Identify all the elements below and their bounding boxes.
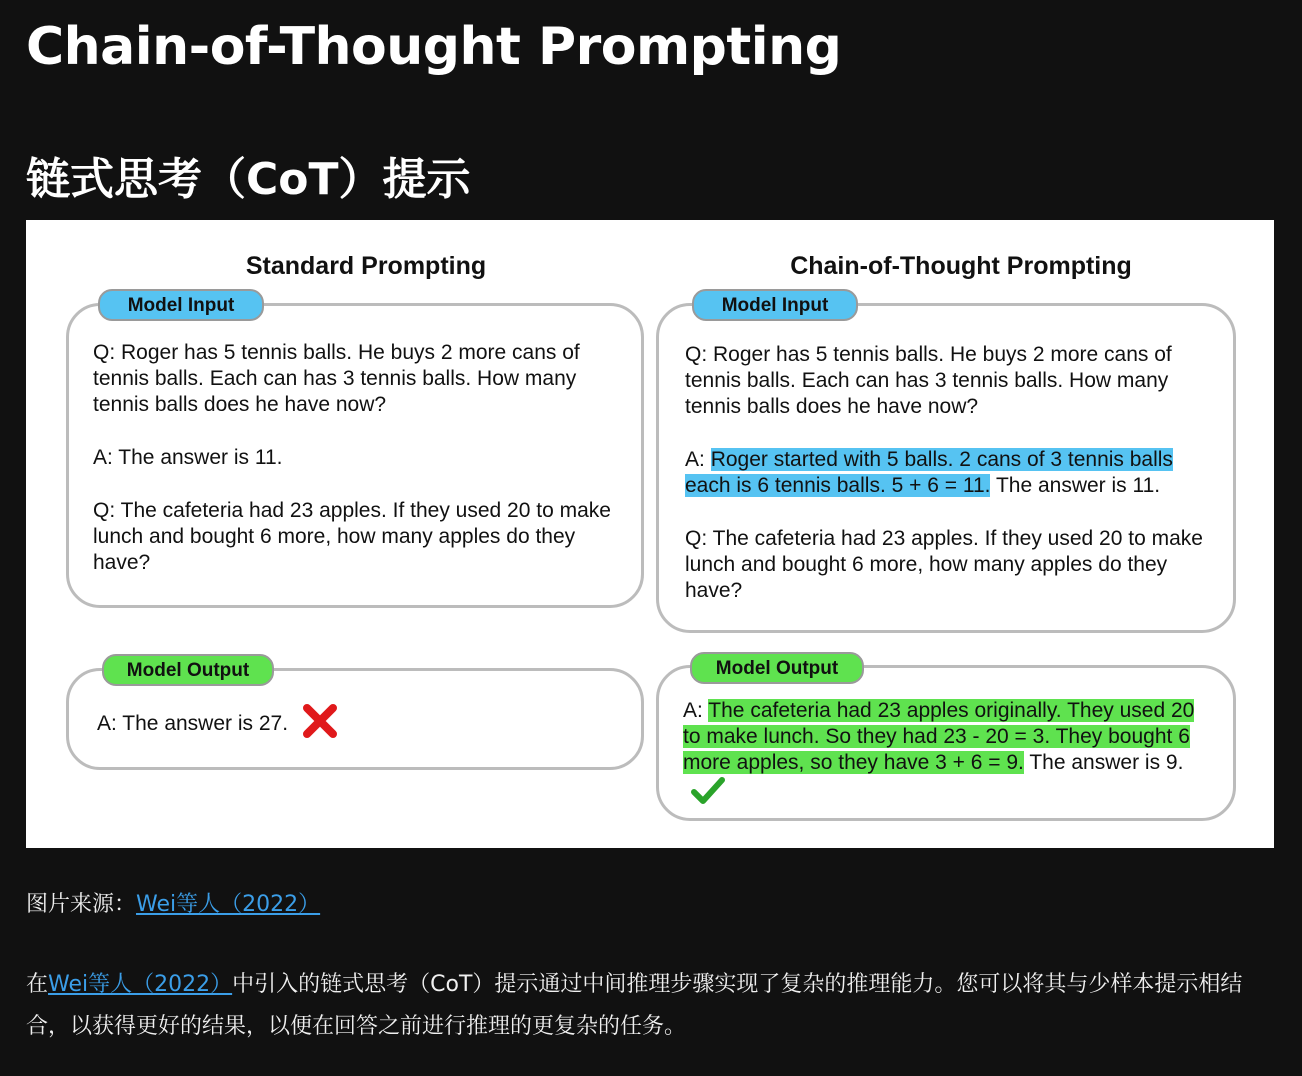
cot-input-box (656, 303, 1236, 633)
red-x-icon (302, 703, 338, 746)
standard-prompting-title: Standard Prompting (245, 252, 487, 280)
paragraph-source-link[interactable]: Wei等人（2022） (48, 972, 233, 997)
cot-input-text (685, 342, 1215, 604)
standard-model-input-tag: Model Input (98, 289, 264, 321)
cot-a1 (685, 447, 1215, 499)
caption-source-link[interactable]: Wei等人（2022） (136, 892, 321, 917)
cot-output-box (656, 665, 1236, 821)
cot-output-suffix: The answer is 9. (1023, 751, 1184, 774)
green-check-icon (691, 776, 725, 813)
standard-q1: Q: Roger has 5 tennis balls. He buys 2 more cans of tennis balls. Each can has 3 tennis balls. How many tennis balls does he have now? (93, 341, 580, 416)
cot-model-output-tag: Model Output (690, 652, 864, 684)
image-caption (26, 888, 320, 922)
standard-q2: Q: The cafeteria had 23 apples. If they used 20 to make lunch and bought 6 more, how many apples do they have? (93, 499, 611, 574)
cot-a1-prefix: A: (685, 448, 711, 471)
cot-output-prefix: A: (683, 699, 709, 722)
standard-model-output-tag: Model Output (102, 654, 274, 686)
standard-a1: A: The answer is 11. (93, 446, 283, 469)
caption-prefix: 图片来源： (26, 892, 137, 917)
standard-output: A: The answer is 27. (97, 712, 289, 735)
page-title: Chain-of-Thought Prompting (26, 17, 842, 77)
body-paragraph (26, 964, 1276, 1048)
cot-output-reasoning: The cafeteria had 23 apples originally. They used 20 to make lunch. So they had 23 - 20 = 3. They bought 6 more apples, so they have 3 + 6 = 9. (683, 699, 1195, 774)
cot-model-input-tag: Model Input (692, 289, 858, 321)
paragraph-text: 中引入的链式思考（CoT）提示通过中间推理步骤实现了复杂的推理能力。您可以将其与少样本提示相结合，以获得更好的结果，以便在回答之前进行推理的更复杂的任务。 (26, 972, 1243, 1039)
standard-input-box (66, 303, 644, 608)
section-title: 链式思考（CoT）提示 (26, 154, 471, 205)
cot-figure (26, 220, 1274, 848)
cot-a1-suffix: The answer is 11. (990, 474, 1161, 497)
paragraph-prefix: 在 (26, 972, 49, 997)
standard-input-text (93, 340, 623, 576)
cot-a1-reasoning: Roger started with 5 balls. 2 cans of 3 tennis balls each is 6 tennis balls. 5 + 6 = 11. (685, 448, 1173, 497)
cot-q2: Q: The cafeteria had 23 apples. If they used 20 to make lunch and bought 6 more, how many apples do they have? (685, 527, 1203, 602)
cot-q1: Q: Roger has 5 tennis balls. He buys 2 more cans of tennis balls. Each can has 3 tennis balls. How many tennis balls does he have now? (685, 343, 1172, 418)
cot-prompting-title: Chain-of-Thought Prompting (790, 252, 1132, 280)
cot-output-text (683, 698, 1213, 813)
standard-output-text (97, 703, 617, 746)
